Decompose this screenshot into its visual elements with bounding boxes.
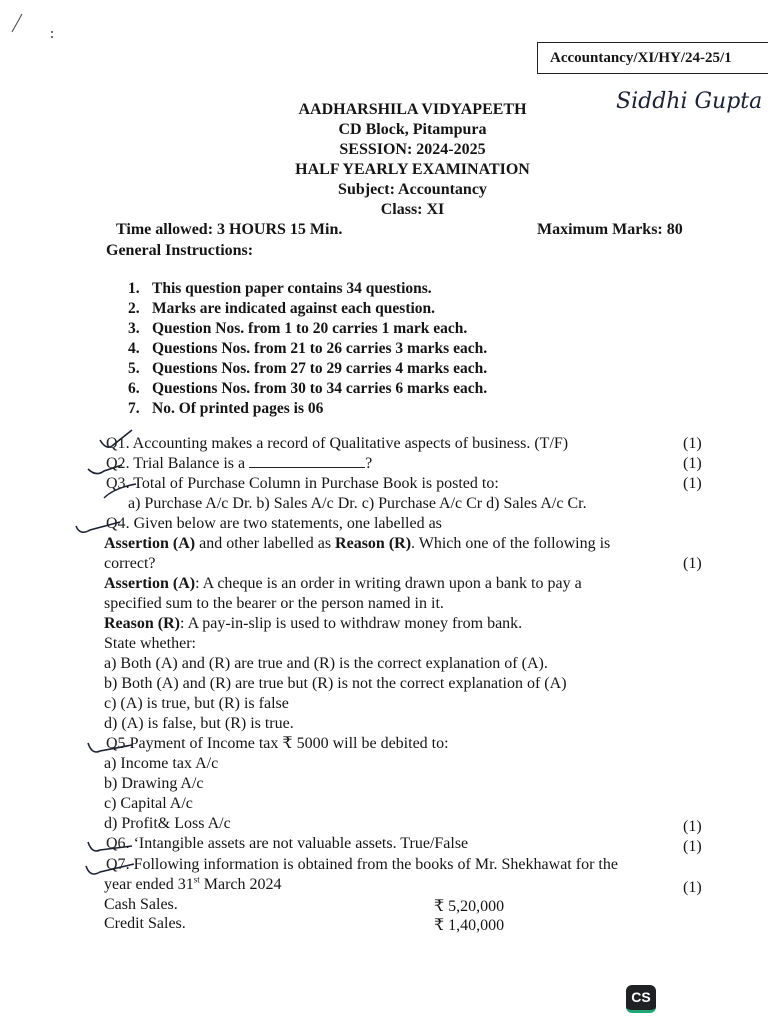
time-allowed: Time allowed: 3 HOURS 15 Min. — [116, 221, 343, 238]
paper-code-box — [537, 42, 768, 74]
question-4-option-a: a) Both (A) and (R) are true and (R) is the correct explanation of (A). — [104, 655, 548, 672]
question-4-assertion: Assertion (A): A cheque is an order in writing drawn upon a bank to pay a — [104, 575, 582, 592]
question-4-state: State whether: — [104, 635, 196, 652]
exam-name: HALF YEARLY EXAMINATION — [295, 161, 530, 178]
question-4-option-c: c) (A) is true, but (R) is false — [104, 695, 289, 712]
instruction-item: 1. This question paper contains 34 questions. — [128, 280, 432, 297]
answer-blank — [249, 454, 365, 468]
row-cash-sales-amount: ₹ 5,20,000 — [434, 898, 505, 915]
marks-q6: (1) — [683, 838, 702, 855]
instruction-item: 2. Marks are indicated against each question. — [128, 300, 436, 317]
instruction-item: 6. Questions Nos. from 30 to 34 carries 6 marks each. — [128, 380, 488, 397]
paper-code: Accountancy/XI/HY/24-25/1 — [550, 50, 732, 66]
question-4-line-2: Assertion (A) and other labelled as Reason (R). Which one of the following is — [104, 535, 611, 552]
question-5: Q5 Payment of Income tax ₹ 5000 will be debited to: — [106, 735, 449, 752]
marks-q3: (1) — [683, 475, 702, 492]
instruction-item: 5. Questions Nos. from 27 to 29 carries 4 marks each. — [128, 360, 488, 377]
instruction-item: 4. Questions Nos. from 21 to 26 carries 3 marks each. — [128, 340, 488, 357]
question-7: Q7. Following information is obtained from the books of Mr. Shekhawat for the — [106, 856, 618, 873]
question-1: Q1. Accounting makes a record of Qualitative aspects of business. (T/F) — [106, 435, 569, 452]
question-5-option-a: a) Income tax A/c — [104, 755, 219, 772]
question-4: Q4. Given below are two statements, one labelled as — [106, 515, 442, 532]
row-cash-sales-label: Cash Sales. — [104, 896, 178, 913]
marks-q5: (1) — [683, 818, 702, 835]
question-5-option-d: d) Profit& Loss A/c — [104, 815, 231, 832]
question-3: Q3. Total of Purchase Column in Purchase Book is posted to: — [106, 475, 499, 492]
signature-text: Siddhi Gupta — [616, 89, 763, 114]
class: Class: XI — [380, 201, 445, 218]
question-5-option-b: b) Drawing A/c — [104, 775, 204, 792]
handwritten-signature — [612, 84, 768, 132]
question-4-assertion-cont: specified sum to the bearer or the person named in it. — [104, 595, 444, 612]
maximum-marks: Maximum Marks: 80 — [537, 221, 683, 238]
exam-header — [250, 100, 575, 220]
instruction-item: 3. Question Nos. from 1 to 20 carries 1 mark each. — [128, 320, 468, 337]
question-6: Q6. ‘Intangible assets are not valuable assets. True/False — [106, 835, 469, 852]
question-7-line-2: year ended 31st March 2024 — [104, 874, 282, 893]
question-3-options: a) Purchase A/c Dr. b) Sales A/c Dr. c) Purchase A/c Cr d) Sales A/c Cr. — [128, 495, 587, 512]
school-address: CD Block, Pitampura — [338, 121, 487, 138]
question-4-line-3: correct? — [104, 555, 156, 572]
question-2: Q2. Trial Balance is a ? — [106, 455, 373, 472]
row-credit-sales-amount: ₹ 1,40,000 — [434, 917, 505, 934]
question-4-option-b: b) Both (A) and (R) are true but (R) is not the correct explanation of (A) — [104, 675, 567, 692]
marks-q1: (1) — [683, 435, 702, 452]
instruction-item: 7. No. Of printed pages is 06 — [128, 400, 324, 417]
marks-q2: (1) — [683, 455, 702, 472]
stray-pen-marks — [10, 6, 60, 40]
scanner-app-logo: CS — [626, 985, 656, 1013]
school-name: AADHARSHILA VIDYAPEETH — [298, 101, 527, 118]
row-credit-sales-label: Credit Sales. — [104, 915, 186, 932]
question-4-reason: Reason (R): A pay-in-slip is used to withdraw money from bank. — [104, 615, 523, 632]
marks-q4: (1) — [683, 555, 702, 572]
question-4-option-d: d) (A) is false, but (R) is true. — [104, 715, 294, 732]
instructions-list — [128, 279, 487, 419]
subject: Subject: Accountancy — [338, 181, 487, 198]
question-5-option-c: c) Capital A/c — [104, 795, 193, 812]
marks-q7: (1) — [683, 879, 702, 896]
general-instructions-title: General Instructions: — [106, 242, 254, 259]
session: SESSION: 2024-2025 — [339, 141, 486, 158]
